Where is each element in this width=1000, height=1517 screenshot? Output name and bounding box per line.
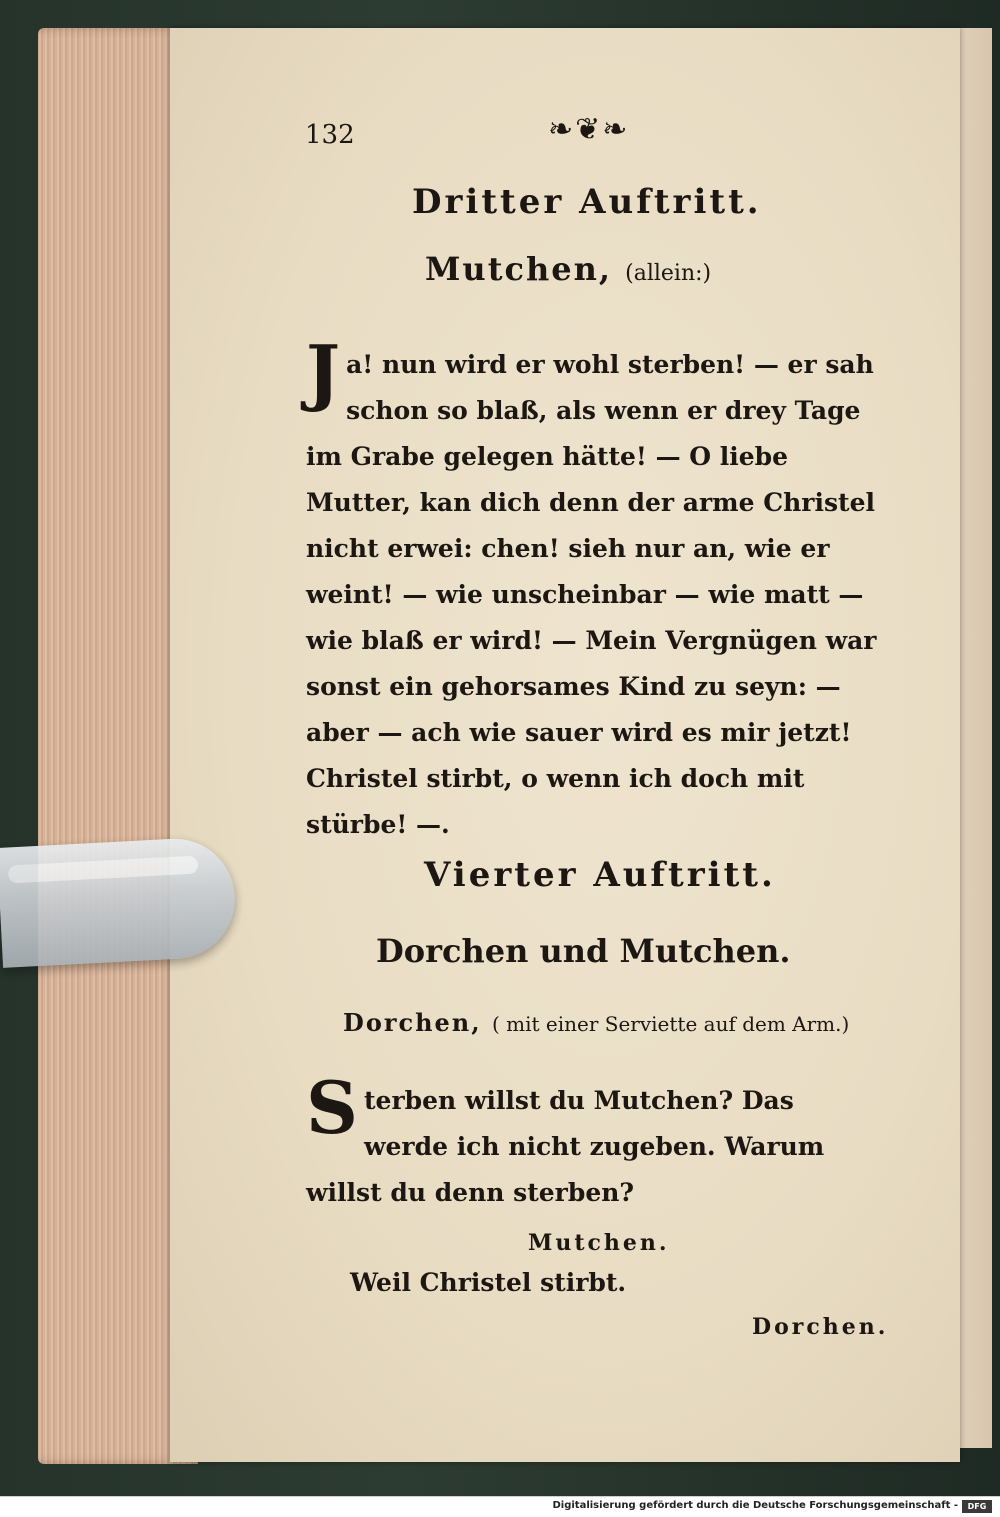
scene-heading-4: Vierter Auftritt. — [424, 855, 776, 895]
speaker-mutchen-2: Mutchen. — [528, 1230, 670, 1256]
scene-heading-3: Dritter Auftritt. — [412, 182, 762, 222]
dialogue-paragraph — [306, 1065, 886, 1216]
monologue-paragraph — [306, 329, 886, 848]
ornament: ❧❦❧ — [548, 112, 630, 147]
speaker-name: Mutchen, — [425, 250, 612, 288]
page-number: 132 — [305, 120, 355, 150]
speaker-mutchen — [425, 250, 711, 288]
stage-direction: (allein:) — [625, 261, 712, 286]
drop-cap: S — [306, 1065, 358, 1150]
page-clip — [0, 836, 238, 968]
speaker-name: Dorchen, — [343, 1008, 482, 1037]
footer-credit: Digitalisierung gefördert durch die Deutsche Forschungsgemeinschaft - — [552, 1500, 958, 1511]
dialogue-text: terben willst du Mutchen? Das werde ich nicht zugeben. Warum willst du denn sterben? — [306, 1086, 825, 1207]
catchword: Dorchen. — [752, 1314, 889, 1340]
stage-direction: ( mit einer Serviette auf dem Arm.) — [491, 1012, 850, 1036]
reply-line: Weil Christel stirbt. — [350, 1268, 627, 1297]
footer-bar — [0, 1496, 1000, 1517]
dfg-logo: DFG — [962, 1500, 992, 1513]
drop-cap: J — [306, 329, 341, 414]
speaker-dorchen — [343, 1008, 849, 1037]
scene-characters: Dorchen und Mutchen. — [376, 932, 791, 970]
monologue-text: a! nun wird er wohl sterben! — er sah schon so blaß, als wenn er drey Tage im Grabe gelegen hätte! — O liebe Mutter, kan dich denn der arme Christel nicht erwei: chen! sieh nur an, wie er weint! — wie unscheinbar — wie matt — wie blaß er wird! — Mein Vergnügen war sonst ein gehorsames Kind zu seyn: — aber — ach wie sauer wird es mir jetzt! Christel stirbt, o wenn ich doch mit stürbe! —. — [306, 350, 877, 839]
